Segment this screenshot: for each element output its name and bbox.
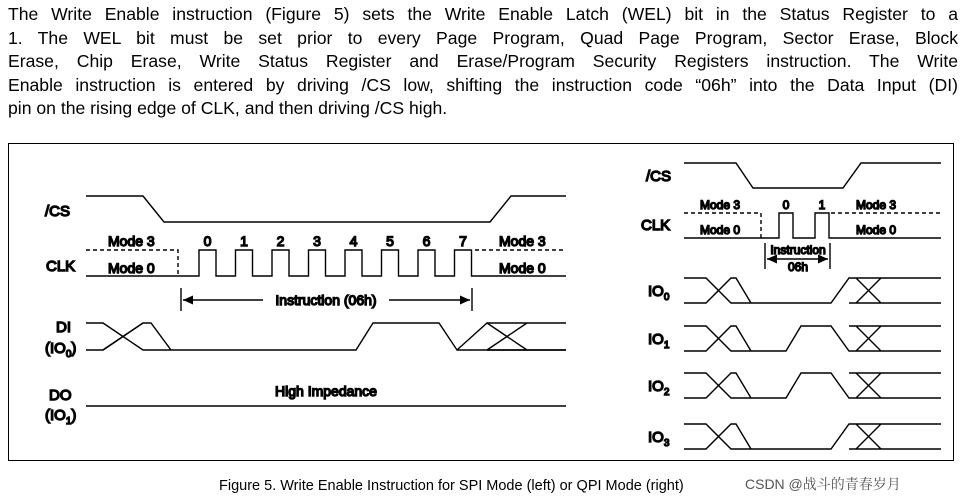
qpi-io-label: $IO_2$ [648,378,670,398]
paragraph-line: Erase, Chip Erase, Write Status Register and Erase/Program Security Registers instruction. The Write [8,51,958,71]
qpi-clk-label: CLK [641,217,671,234]
qpi-instruction-label: Instruction [770,243,826,257]
csdn-watermark: CSDN @战斗的青春岁月 [745,476,901,492]
spi-clock-number: 1 [240,233,248,249]
spi-di-label: DI [56,319,71,336]
qpi-io-waveform [684,326,941,351]
qpi-mode0-right: Mode 0 [856,223,897,237]
spi-clock-numbers [204,233,468,249]
spi-do-label: DO [49,387,72,404]
qpi-io-waveform [684,424,941,449]
timing-diagram [9,144,955,462]
spi-clock-number: 2 [276,233,285,249]
qpi-mode3-left: Mode 3 [700,198,741,212]
qpi-diagram [641,163,941,449]
qpi-io-lines [648,278,941,449]
qpi-io-label: $IO_1$ [648,331,670,351]
spi-do-sub-label: $(IO_1)$ [45,407,77,427]
spi-cs-label: /CS [45,203,71,220]
timing-diagram-figure [8,143,954,461]
spi-clock-number: 6 [422,233,431,249]
qpi-io-waveform [684,373,941,398]
qpi-mode3-right: Mode 3 [856,198,897,212]
figure-caption: Figure 5. Write Enable Instruction for SPI Mode (left) or QPI Mode (right) [219,478,684,494]
spi-high-impedance-label: High Impedance [275,383,377,399]
qpi-mode0-left: Mode 0 [700,223,741,237]
spi-mode0-left: Mode 0 [108,260,155,276]
spi-di-sub-label: $(IO_0)$ [45,340,77,360]
spi-cs-waveform [86,196,566,222]
spi-clock-number: 7 [459,233,467,249]
qpi-clock-number: 1 [818,198,826,212]
qpi-io-waveform [684,278,941,303]
spi-instruction-label: Instruction (06h) [275,292,377,308]
qpi-clock-number: 0 [782,198,790,212]
spi-clock-number: 5 [386,233,394,249]
paragraph-line: Enable instruction is entered by driving /CS low, shifting the instruction code “06h” into the Data Input (DI) [8,74,958,95]
spi-mode3-left: Mode 3 [108,233,155,249]
paragraph-line: 1. The WEL bit must be set prior to every Page Program, Quad Page Program, Sector Erase, Block [8,27,958,48]
qpi-cs-label: /CS [646,168,672,185]
spi-clock-number: 4 [349,233,358,249]
spi-clock-number: 0 [203,233,212,249]
spi-clock-number: 3 [313,233,321,249]
paragraph-line: The Write Enable instruction (Figure 5) sets the Write Enable Latch (WEL) bit in the Status Register to a [8,4,958,24]
spi-diagram [45,196,566,427]
spi-mode3-right: Mode 3 [499,233,546,249]
qpi-instruction-code: 06h [787,260,809,274]
spi-clk-waveform [86,250,566,276]
qpi-io-label: $IO_3$ [648,429,670,449]
qpi-io-label: $IO_0$ [648,283,670,303]
spi-mode0-right: Mode 0 [499,260,546,276]
qpi-clock-numbers [783,198,826,212]
qpi-cs-waveform [684,163,941,188]
description-paragraph [8,3,958,121]
paragraph-line: pin on the rising edge of CLK, and then driving /CS high. [8,98,448,118]
spi-clk-label: CLK [46,258,76,275]
spi-di-waveform [86,323,566,350]
